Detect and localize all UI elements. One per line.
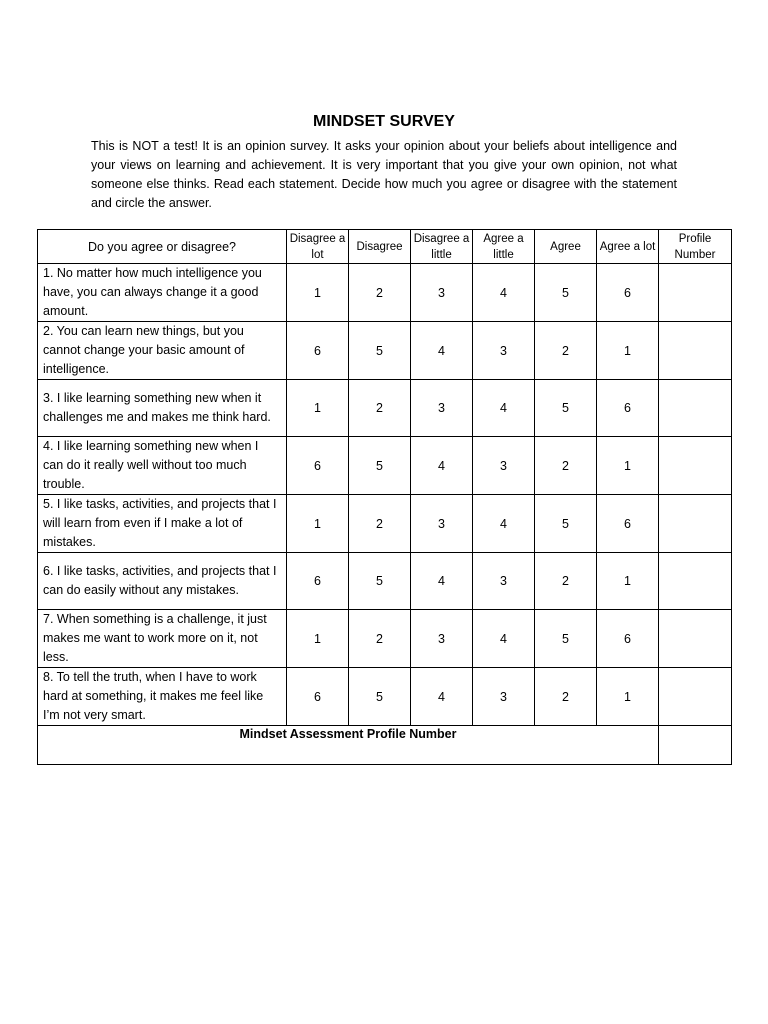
- profile-number-total-cell[interactable]: [659, 726, 732, 765]
- table-row: [38, 437, 732, 495]
- answer-option-disagree-a-lot[interactable]: 1: [287, 264, 349, 322]
- table-row: [38, 380, 732, 437]
- answer-option-agree-a-lot[interactable]: 1: [597, 437, 659, 495]
- intro-paragraph: This is NOT a test! It is an opinion survey. It asks your opinion about your beliefs about intelligence and your views on learning and achievement. It is very important that you give your own opinion, not what someone else thinks. Read each statement. Decide how much you agree or disagree with the statement and circle the answer.: [91, 139, 677, 210]
- answer-option-agree-a-lot[interactable]: 1: [597, 322, 659, 380]
- answer-option-disagree-a-little[interactable]: 3: [411, 380, 473, 437]
- header-disagree: Disagree: [349, 230, 411, 264]
- answer-option-agree-a-lot[interactable]: 1: [597, 668, 659, 726]
- statement-cell: 8. To tell the truth, when I have to work hard at something, it makes me feel like I’m not very smart.: [38, 668, 287, 726]
- header-profile-number: Profile Number: [659, 230, 732, 264]
- statement-cell: 7. When something is a challenge, it just makes me want to work more on it, not less.: [38, 610, 287, 668]
- answer-option-agree-a-lot[interactable]: 6: [597, 264, 659, 322]
- answer-option-agree-a-little[interactable]: 3: [473, 322, 535, 380]
- answer-option-disagree-a-little[interactable]: 4: [411, 553, 473, 610]
- answer-option-disagree-a-little[interactable]: 4: [411, 437, 473, 495]
- answer-option-disagree[interactable]: 5: [349, 668, 411, 726]
- answer-option-agree-a-lot[interactable]: 6: [597, 380, 659, 437]
- answer-option-disagree[interactable]: 2: [349, 264, 411, 322]
- table-row: [38, 668, 732, 726]
- answer-option-disagree[interactable]: 2: [349, 610, 411, 668]
- header-agree: Agree: [535, 230, 597, 264]
- header-agree-a-little: Agree a little: [473, 230, 535, 264]
- answer-option-disagree[interactable]: 2: [349, 495, 411, 553]
- answer-option-disagree-a-little[interactable]: 4: [411, 322, 473, 380]
- table-row: [38, 553, 732, 610]
- answer-option-disagree-a-lot[interactable]: 6: [287, 553, 349, 610]
- answer-option-agree-a-little[interactable]: 3: [473, 553, 535, 610]
- answer-option-disagree-a-little[interactable]: 3: [411, 495, 473, 553]
- answer-option-agree-a-little[interactable]: 4: [473, 610, 535, 668]
- answer-option-agree[interactable]: 5: [535, 610, 597, 668]
- statement-cell: 3. I like learning something new when it challenges me and makes me think hard.: [38, 380, 287, 437]
- answer-option-agree[interactable]: 2: [535, 437, 597, 495]
- statement-cell: 1. No matter how much intelligence you have, you can always change it a good amount.: [38, 264, 287, 322]
- answer-option-agree-a-little[interactable]: 4: [473, 380, 535, 437]
- header-question: Do you agree or disagree?: [38, 230, 287, 264]
- answer-option-disagree-a-little[interactable]: 3: [411, 264, 473, 322]
- profile-number-cell[interactable]: [659, 322, 732, 380]
- profile-number-cell[interactable]: [659, 380, 732, 437]
- survey-table: [37, 229, 732, 765]
- table-row: [38, 322, 732, 380]
- answer-option-agree[interactable]: 2: [535, 322, 597, 380]
- statement-cell: 2. You can learn new things, but you cannot change your basic amount of intelligence.: [38, 322, 287, 380]
- profile-number-label: Mindset Assessment Profile Number: [38, 726, 659, 765]
- table-row: [38, 264, 732, 322]
- profile-number-cell[interactable]: [659, 610, 732, 668]
- document-title: MINDSET SURVEY: [313, 113, 455, 130]
- answer-option-disagree-a-lot[interactable]: 1: [287, 495, 349, 553]
- answer-option-agree-a-little[interactable]: 3: [473, 668, 535, 726]
- answer-option-agree-a-little[interactable]: 4: [473, 495, 535, 553]
- profile-number-cell[interactable]: [659, 495, 732, 553]
- answer-option-agree-a-lot[interactable]: 6: [597, 610, 659, 668]
- header-row: [38, 230, 732, 264]
- footer-row: [38, 726, 732, 765]
- header-disagree-a-little: Disagree a little: [411, 230, 473, 264]
- answer-option-disagree[interactable]: 5: [349, 437, 411, 495]
- statement-cell: 6. I like tasks, activities, and projects that I can do easily without any mistakes.: [38, 553, 287, 610]
- answer-option-disagree-a-lot[interactable]: 6: [287, 668, 349, 726]
- profile-number-cell[interactable]: [659, 553, 732, 610]
- answer-option-disagree-a-lot[interactable]: 6: [287, 437, 349, 495]
- answer-option-agree[interactable]: 2: [535, 668, 597, 726]
- survey-body: [38, 264, 732, 726]
- answer-option-agree[interactable]: 2: [535, 553, 597, 610]
- answer-option-disagree[interactable]: 5: [349, 322, 411, 380]
- answer-option-agree[interactable]: 5: [535, 264, 597, 322]
- answer-option-disagree-a-lot[interactable]: 1: [287, 380, 349, 437]
- answer-option-agree[interactable]: 5: [535, 380, 597, 437]
- profile-number-cell[interactable]: [659, 437, 732, 495]
- answer-option-agree[interactable]: 5: [535, 495, 597, 553]
- answer-option-disagree-a-little[interactable]: 4: [411, 668, 473, 726]
- statement-cell: 5. I like tasks, activities, and projects that I will learn from even if I make a lot of mistakes.: [38, 495, 287, 553]
- answer-option-disagree-a-lot[interactable]: 1: [287, 610, 349, 668]
- header-disagree-a-lot: Disagree a lot: [287, 230, 349, 264]
- answer-option-agree-a-little[interactable]: 4: [473, 264, 535, 322]
- answer-option-disagree-a-little[interactable]: 3: [411, 610, 473, 668]
- profile-number-cell[interactable]: [659, 264, 732, 322]
- profile-number-cell[interactable]: [659, 668, 732, 726]
- table-row: [38, 495, 732, 553]
- answer-option-disagree[interactable]: 2: [349, 380, 411, 437]
- answer-option-agree-a-lot[interactable]: 6: [597, 495, 659, 553]
- answer-option-agree-a-lot[interactable]: 1: [597, 553, 659, 610]
- statement-cell: 4. I like learning something new when I can do it really well without too much trouble.: [38, 437, 287, 495]
- table-row: [38, 610, 732, 668]
- header-agree-a-lot: Agree a lot: [597, 230, 659, 264]
- answer-option-disagree[interactable]: 5: [349, 553, 411, 610]
- answer-option-agree-a-little[interactable]: 3: [473, 437, 535, 495]
- answer-option-disagree-a-lot[interactable]: 6: [287, 322, 349, 380]
